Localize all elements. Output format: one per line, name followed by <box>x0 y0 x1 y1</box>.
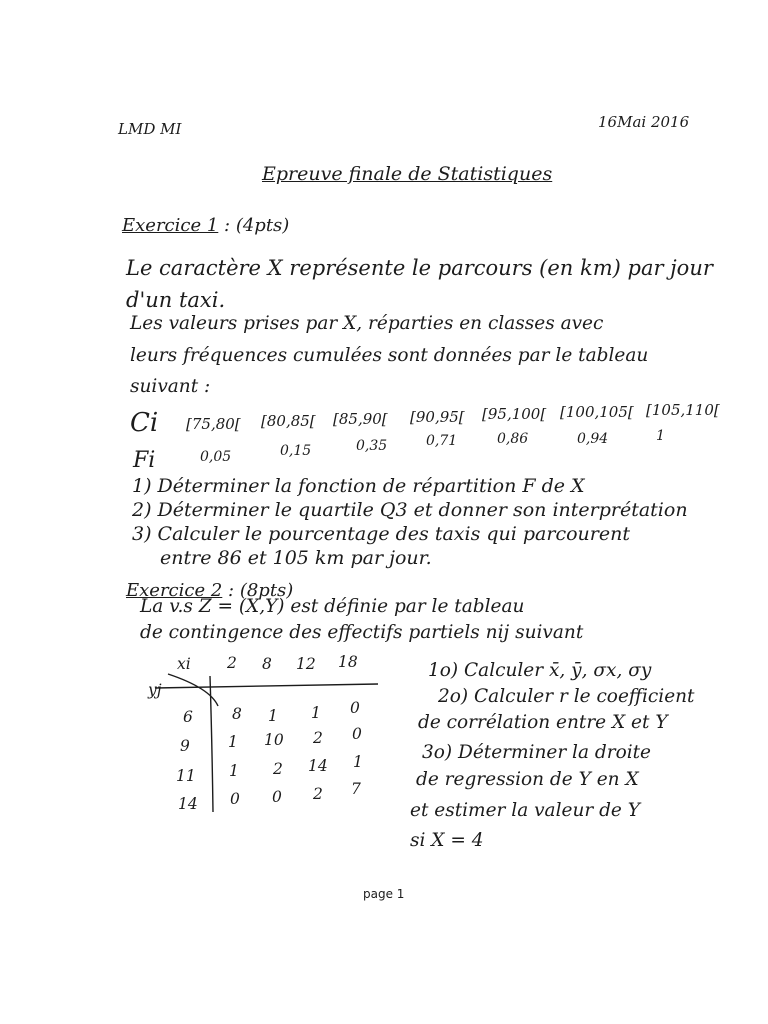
page-title: Epreuve finale de Statistiques <box>262 163 553 185</box>
table-separator-line <box>210 676 213 812</box>
class-interval: [95,100[ <box>482 405 547 423</box>
count-cell: 1 <box>228 733 238 751</box>
exercise1-intro-line: suivant : <box>130 376 211 397</box>
yj-label: yj <box>148 681 162 699</box>
exercise1-question: 3) Calculer le pourcentage des taxis qui parcourent <box>132 523 630 545</box>
exercise2-question: si X = 4 <box>410 830 484 851</box>
xi-label: xi <box>177 655 191 673</box>
table-diagonal-line <box>168 674 218 706</box>
class-interval: [85,90[ <box>333 410 388 428</box>
xi-value: 18 <box>338 653 358 671</box>
yj-value: 14 <box>178 795 198 813</box>
exercise2-question: 2o) Calculer r le coefficient <box>438 686 695 707</box>
exercise1-question: entre 86 et 105 km par jour. <box>160 547 432 569</box>
yj-value: 11 <box>176 767 196 785</box>
count-cell: 14 <box>308 757 328 775</box>
count-cell: 2 <box>313 729 323 747</box>
exercise2-question: et estimer la valeur de Y <box>410 800 640 821</box>
yj-value: 6 <box>183 708 193 726</box>
exercise2-intro-line: de contingence des effectifs partiels nij suivant <box>140 622 584 643</box>
count-cell: 1 <box>268 707 278 725</box>
cumulative-frequency: 0,94 <box>577 431 609 447</box>
xi-value: 2 <box>227 654 237 672</box>
ci-label: Ci <box>130 408 159 438</box>
exercise1-heading <box>122 215 289 236</box>
count-cell: 2 <box>273 760 283 778</box>
exercise1-title: Exercice 1 <box>122 215 219 236</box>
count-cell: 0 <box>350 699 360 717</box>
xi-value: 12 <box>296 655 316 673</box>
exercise2-points: : (8pts) <box>228 580 294 601</box>
class-interval: [75,80[ <box>186 415 241 433</box>
cumulative-frequency: 0,05 <box>200 449 232 465</box>
exercise1-intro-line: d'un taxi. <box>126 288 226 312</box>
count-cell: 0 <box>352 725 362 743</box>
exercise2-question: de regression de Y en X <box>416 769 639 790</box>
exercise2-intro-line: La v.s Z = (X,Y) est définie par le tableau <box>140 596 525 617</box>
cumulative-frequency: 0,86 <box>497 431 529 447</box>
count-cell: 2 <box>313 785 323 803</box>
count-cell: 0 <box>230 790 240 808</box>
exercise2-title: Exercice 2 <box>126 580 223 601</box>
cumulative-frequency: 0,71 <box>426 433 458 449</box>
class-interval: [80,85[ <box>261 412 316 430</box>
cumulative-frequency: 0,35 <box>356 438 388 454</box>
count-cell: 10 <box>264 731 284 749</box>
count-cell: 8 <box>232 705 242 723</box>
count-cell: 1 <box>311 704 321 722</box>
class-interval: [90,95[ <box>410 408 465 426</box>
exam-date: 16Mai 2016 <box>598 113 690 131</box>
count-cell: 0 <box>272 788 282 806</box>
count-cell: 1 <box>353 753 363 771</box>
exercise1-intro-line: leurs fréquences cumulées sont données par le tableau <box>130 345 649 366</box>
class-interval: [105,110[ <box>646 401 720 419</box>
cumulative-frequency: 1 <box>656 428 665 444</box>
count-cell: 7 <box>351 780 361 798</box>
page-number: page 1 <box>363 887 405 901</box>
table-header-line <box>155 684 378 688</box>
exercise1-question: 1) Déterminer la fonction de répartition F de X <box>132 475 585 497</box>
yj-value: 9 <box>180 737 190 755</box>
exercise1-intro-line: Les valeurs prises par X, réparties en classes avec <box>130 313 604 334</box>
exercise2-question: 3o) Déterminer la droite <box>422 742 652 763</box>
exercise2-question: 1o) Calculer x̄, ȳ, σx, σy <box>428 660 652 681</box>
exercise1-question: 2) Déterminer le quartile Q3 et donner son interprétation <box>132 499 688 521</box>
count-cell: 1 <box>229 762 239 780</box>
exercise2-question: de corrélation entre X et Y <box>418 712 668 733</box>
exercise1-points: : (4pts) <box>224 215 290 236</box>
class-label: LMD MI <box>118 120 182 138</box>
exercise1-intro-line: Le caractère X représente le parcours (en km) par jour <box>126 256 713 280</box>
xi-value: 8 <box>262 655 272 673</box>
cumulative-frequency: 0,15 <box>280 443 312 459</box>
class-interval: [100,105[ <box>560 403 634 421</box>
fi-label: Fi <box>133 448 156 473</box>
